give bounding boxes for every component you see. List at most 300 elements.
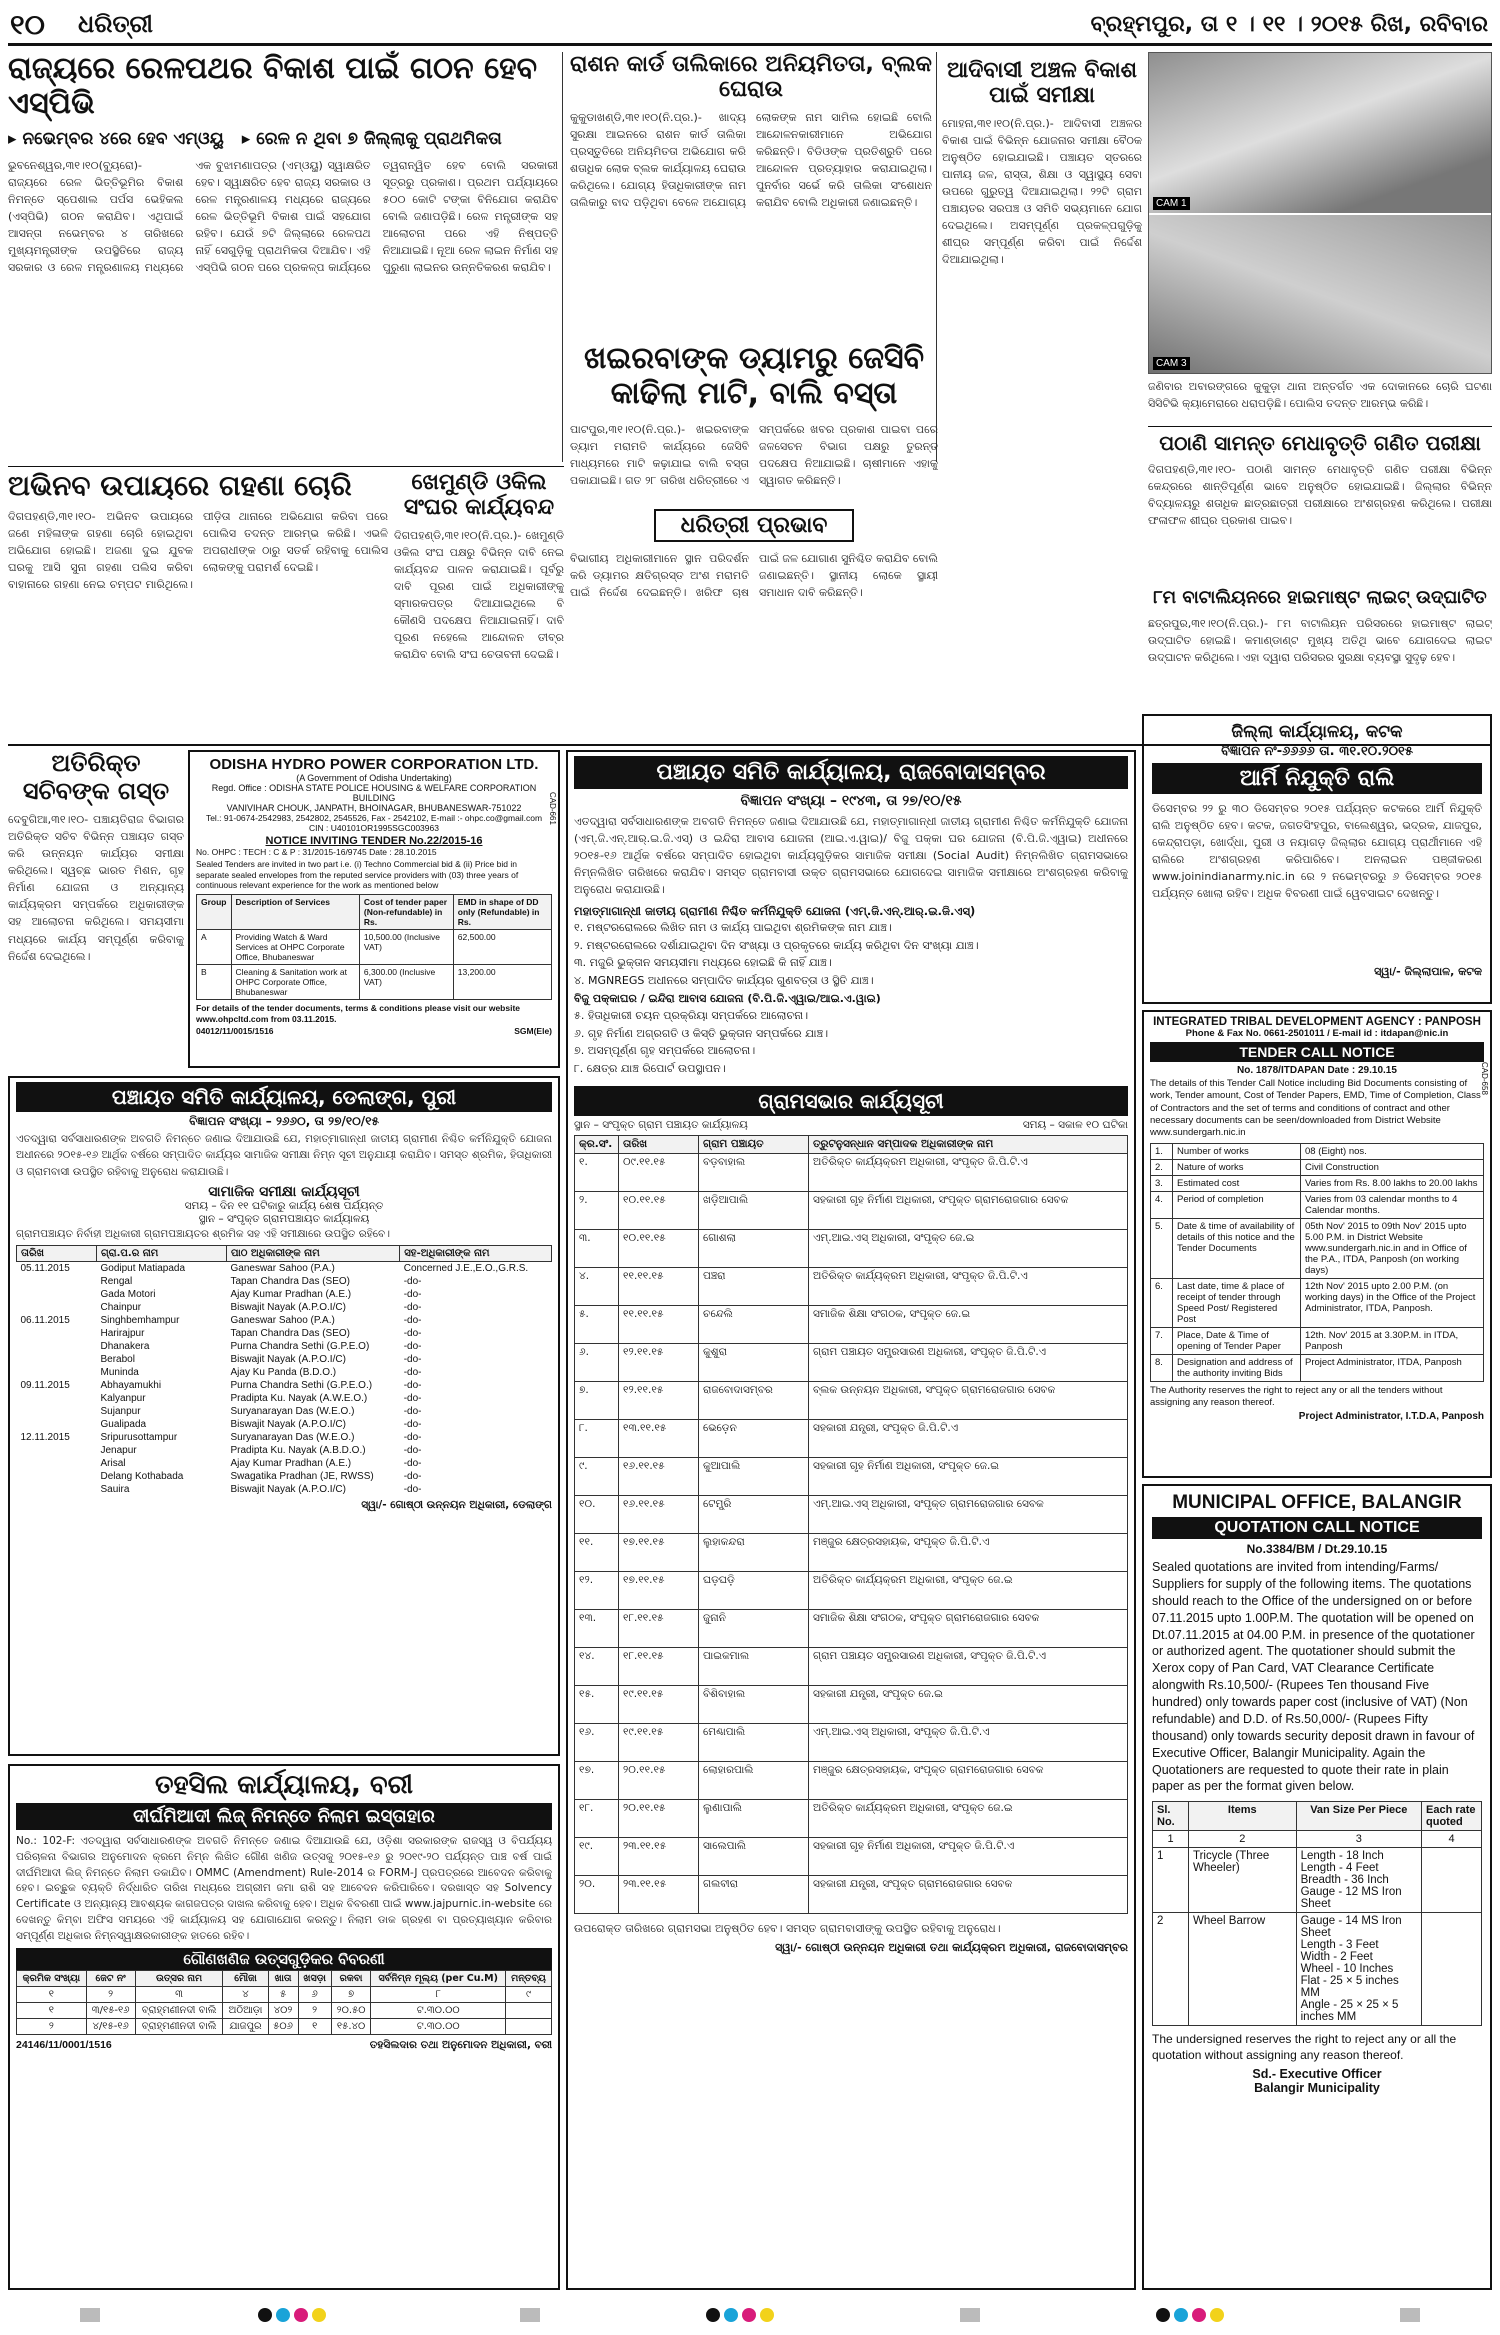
delang-cell: Tapan Chandra Das (SEO) [230,1328,351,1340]
itda-cell: Number of works [1173,1143,1301,1159]
table-row [575,1457,1128,1495]
schedule-cell: ଭେଡ଼େନ [699,1419,809,1457]
gold-body: ଦିଗପହଣ୍ଡି,୩୧।୧୦- ଅଭିନବ ଉପାୟରେ ଜଣେ ମହିଳାଙ୍କ ଗହଣା ଚୋରି ହୋଇଥିବା ଅଭିଯୋଗ ହୋଇଛି। ଅଜଣା ଦୁଇ ଯୁବକ ଘରକୁ ଆସି ସୁନା ଗହଣା ପଲିସ କରିବା ବାହାନାରେ ଗହଣା ନେଇ ଚମ୍ପଟ ମାରିଥିଲେ। ପୀଡ଼ିତା ଥାନାରେ ଅଭିଯୋଗ କରିବା ପରେ ପୋଲିସ ତଦନ୍ତ ଆରମ୍ଭ କରିଛି। ଏଭଳି ଅପରାଧୀଙ୍କ ଠାରୁ ସତର୍କ ରହିବାକୁ ପୋଲିସ ଲୋକଙ୍କୁ ପରାମର୍ଶ ଦେଇଛି। [8,510,388,592]
bari-table [16,1970,552,2035]
table-row [17,1444,552,1457]
table-row [575,1723,1128,1761]
dam-impact-badge: ଧରିତ୍ରୀ ପ୍ରଭାବ [654,509,854,542]
delang-cell [17,1405,97,1418]
schedule-cell: ଗ୍ରାମ ପଞ୍ଚାୟତ ସମ୍ପ୍ରସାରଣ ଅଧିକାରୀ, ସଂପୃକ୍ତ ଜି.ପି.ଟି.ଏ [809,1647,1128,1685]
cell: Providing Watch & Ward Services at OHPC Corporate Office, Bhubaneswar [231,929,359,964]
itda-cell: Project Administrator, ITDA, Panposh [1301,1354,1484,1381]
delang-cell: Purna Chandra Sethi (G.P.E.O) [230,1341,370,1353]
schedule-cell: ୧୫. [575,1685,619,1723]
bari-cell: ଅଠିଆଡ଼ା [223,2003,268,2019]
rajbodasambar-agenda-title: ମହାତ୍ମାଗାନ୍ଧୀ ଜାତୀୟ ଗ୍ରାମୀଣ ନିଶ୍ଚିତ କର୍ମନିଯୁକ୍ତି ଯୋଜନା (ଏମ୍‌.ଜି.ଏନ୍‌.ଆର୍‌.ଇ.ଜି.ଏସ୍‌) [574,904,976,919]
story-lawyers [394,470,564,740]
schedule-cell: ୧୯. [575,1837,619,1875]
schedule-cell: ବିଶିବାହାଲ [699,1685,809,1723]
schedule-cell: ଖଡ଼ିଆପାଲି [699,1191,809,1229]
schedule-cell: ବଡ଼ବାହାଲ [699,1153,809,1191]
table-row [1151,1327,1484,1354]
cuttack-army-ad [1142,714,1492,1004]
delang-cell: Sauira [100,1484,130,1496]
list-item: ୫. ହିତାଧିକାରୀ ଚୟନ ପ୍ରକ୍ରିୟା ସମ୍ପର୍କରେ ଆଲୋଚନା। [574,1009,809,1023]
rajbodasambar-ref: ବିଜ୍ଞାପନ ସଂଖ୍ୟା – ୧୯୪୩, ତା ୨୭/୧୦/୧୫ [740,793,962,809]
itda-footer: The Authority reserves the right to reject any or all the tenders without assigning any reason thereof. [1150,1384,1443,1409]
itda-cell: Civil Construction [1301,1159,1484,1175]
bari-cell: ୩ [135,1987,223,2003]
cuttack-sign: ସ୍ୱା/- ଜିଲ୍ଲାପାଳ, କଟକ [1374,965,1482,978]
cell [1422,1848,1482,1913]
delang-cell: Harirajpur [100,1328,145,1340]
rail-body: ଭୁବନେଶ୍ୱର,୩୧।୧୦(ବ୍ୟୁରୋ)- ରାଜ୍ୟରେ ରେଳ ଭିତ୍ତିଭୂମିର ବିକାଶ ନିମନ୍ତେ ସ୍ପେଶାଲ ପର୍ପସ ଭେହିକଲ (ଏସ୍‌ପିଭି) ଗଠନ କରାଯିବ। ଏଥିପାଇଁ ଆସନ୍ତା ନଭେମ୍ବର ୪ ତାରିଖରେ ମୁଖ୍ୟମନ୍ତ୍ରୀଙ୍କ ଉପସ୍ଥିତିରେ ରାଜ୍ୟ ସରକାର ଓ ରେଳ ମନ୍ତ୍ରଣାଳୟ ମଧ୍ୟରେ ଏକ ବୁଝାମଣାପତ୍ର (ଏମ୍‌ଓୟୁ) ସ୍ୱାକ୍ଷରିତ ହେବ। ସ୍ୱାକ୍ଷରିତ ହେବ ରାଜ୍ୟ ସରକାର ଓ ରେଳ ମନ୍ତ୍ରଣାଳୟ ମଧ୍ୟରେ ରାଜ୍ୟରେ ରେଳ ଭିତ୍ତିଭୂମି ବିକାଶ ପାଇଁ ସହଯୋଗ ରହିବ। ଯେଉଁ ୭ଟି ଜିଲ୍ଲାରେ ରେଳପଥ ନାହିଁ ସେଗୁଡ଼ିକୁ ପ୍ରାଥମିକତା ଦିଆଯିବ। ଏହି ଏସ୍‌ପିଭି ଗଠନ ପରେ ପ୍ରକଳ୍ପ କାର୍ଯ୍ୟରେ ତ୍ୱରାନ୍ୱିତ ହେବ ବୋଲି ସରକାରୀ ସୂତ୍ରରୁ ପ୍ରକାଶ। ପ୍ରଥମ ପର୍ଯ୍ୟାୟରେ ୫୦୦ କୋଟି ଟଙ୍କା ବିନିଯୋଗ କରାଯିବ ବୋଲି ଜଣାପଡ଼ିଛି। ରେଳ ମନ୍ତ୍ରୀଙ୍କ ସହ ଆଲୋଚନା ପରେ ଏହି ନିଷ୍ପତ୍ତି ନିଆଯାଇଛି। ନୂଆ ରେଳ ଲାଇନ ନିର୍ମାଣ ସହ ପୁରୁଣା ଲାଇନର ଉନ୍ନତିକରଣ କରାଯିବ। [8,159,558,275]
bari-cell: ୨ [298,2003,331,2019]
bari-title: ତହସିଲ କାର୍ଯ୍ୟାଳୟ, ବରୀ [154,1770,414,1800]
cell: Gauge - 14 MS Iron Sheet Length - 3 Feet Width - 2 Feet Wheel - 10 Inches Flat - 25 × 5 inches MM Angle - 25 × 25 × 5 inches MM [1296,1913,1421,2026]
schedule-cell: ମେଣ୍ଢାପାଲି [699,1723,809,1761]
schedule-cell: ସହକାରୀ ଯନ୍ତ୍ରୀ, ସଂପୃକ୍ତ ଗ୍ରାମରୋଜଗାର ସେବକ [809,1875,1128,1913]
cell: Wheel Barrow [1189,1913,1297,2026]
story-secretary [8,750,184,1070]
bari-cell: ୩/୧୫-୧୬ [86,2003,135,2019]
ohpc-contact: Tel.: 91-0674-2542983, 2542802, 2545526, Fax - 2542102, E-mail :- ohpc.co@gmail.com [205,813,543,823]
itda-cell: 3. [1151,1175,1173,1191]
table-row [197,929,552,964]
delang-cell: -do- [403,1341,422,1353]
delang-cell: -do- [403,1276,422,1288]
schedule-cell: ୧୮.୧୧.୧୫ [619,1609,699,1647]
cell: Tricycle (Three Wheeler) [1189,1848,1297,1913]
ration-headline: ରାଶନ କାର୍ଡ ତାଲିକାରେ ଅନିୟମିତତା, ବ୍ଲକ ଘେରାଉ [570,52,932,103]
schedule-cell: ୧୯.୧୧.୧୫ [619,1685,699,1723]
ohpc-col: Description of Services [231,894,359,929]
photo-caption: ଜଣିବାର ଅବାରଙ୍ଗରେ କୁକୁଡ଼ା ଥାନା ଅନ୍ତର୍ଗତ ଏକ ଦୋକାନରେ ଚୋରି ଘଟଣା ସିସିଟିଭି କ୍ୟାମେରାରେ ଧରାପଡ଼ିଛି। ପୋଲିସ ତଦନ୍ତ ଆରମ୍ଭ କରିଛି। [1148,380,1492,411]
schedule-cell: ସହକାରୀ ଯନ୍ତ୍ରୀ, ସଂପୃକ୍ତ ଜି.ପି.ଟି.ଏ [809,1419,1128,1457]
balangir-body: Sealed quotations are invited from intending/Farms/ Suppliers for supply of the following items. The quotations should reach to the Office of the undersigned on or before 07.11.2015 upto 1.00P.M. The quotation will be opened on Dt.07.11.2015 at 04.00 P.M. in presence of the quotationer or authorized agent. The quotationer should submit the Xerox copy of Pan Card, VAT Clearance Certificate alongwith Rs.10,500/- (Rupees Ten thousand Five hundred) only towards paper cost (inclusive of VAT) (Non refundable) and D.D. of Rs.50,000/- (Rupees Fifty thousand) only towards security deposit drawn in favour of Executive Officer, Balangir Municipality. Again the Quotationers are requested to quote their rate in plain paper as per the format given below. [1152,1560,1475,1794]
itda-intro: The details of this Tender Call Notice including Bid Documents consisting of work, Tender amount, Cost of Tender Papers, EMD, Time of Completion, Class of Contractors and the set of terms and conditions of contract and other necessary documents can be seen/downloaded from District Website www.sundergarh.nic.in [1150,1078,1481,1139]
schedule-cell: ଚନ୍ଦେଲି [699,1305,809,1343]
itda-table [1150,1143,1484,1382]
ohpc-notice-title: NOTICE INVITING TENDER No.22/2015-16 [265,835,483,847]
table-row [575,1419,1128,1457]
balangir-num: 3 [1296,1831,1421,1848]
delang-cell: Abhayamukhi [100,1380,162,1392]
delang-cell: Berabol [100,1354,135,1366]
delang-cell: Biswajit Nayak (A.P.O.I/C) [230,1419,346,1431]
itda-cell: 4. [1151,1191,1173,1218]
ohpc-table [196,894,552,1000]
balangir-col: Sl. No. [1153,1802,1189,1831]
cell: Length - 18 Inch Length - 4 Feet Breadth - 36 Inch Gauge - 12 MS Iron Sheet [1296,1848,1421,1913]
delang-cell: Gualipada [100,1419,147,1431]
story-ration [570,52,932,342]
table-row [17,1392,552,1405]
table-row [575,1609,1128,1647]
balangir-col: Items [1189,1802,1297,1831]
schedule-cell: ୦୯.୧୧.୧୫ [619,1153,699,1191]
ohpc-sign: SGM(Ele) [514,1026,552,1037]
dam-headline: ଖଇରବାଙ୍କ ଡ୍ୟାମରୁ ଜେସିବି କାଢିଲା ମାଟି, ବାଲି ବସ୍ତା [583,341,925,411]
bari-cell: ୧ [298,2019,331,2035]
table-row [575,1647,1128,1685]
delang-cell: -do- [403,1315,422,1327]
bari-footer-line [16,2039,552,2052]
cctv-frame-1 [1149,53,1492,213]
schedule-cell: ୨୩.୧୧.୧୫ [619,1875,699,1913]
itda-cell: 7. [1151,1327,1173,1354]
cuttack-ref: ବିଜ୍ଞାପନ ନଂ-୬୬୬୬ ତା. ୩୧.୧୦.୨୦୧୫ [1221,744,1413,759]
delang-cell: Biswajit Nayak (A.P.O.I/C) [230,1484,346,1496]
rail-subheads [8,129,558,149]
lawyers-headline: ଖେମୁଣ୍ଡି ଓକିଲ ସଂଘର କାର୍ଯ୍ୟବନ୍ଦ [403,470,555,521]
bari-cell: ୪/୧୫-୧୬ [86,2019,135,2035]
bari-col: କ୍ରମିକ ସଂଖ୍ୟା [17,1971,87,1987]
rail-sub-2: ▸ ରେଳ ନ ଥିବା ୭ ଜିଲ୍ଲାକୁ ପ୍ରାଥମିକତା [241,129,502,149]
rajbodasambar-schedule-title: ଗ୍ରାମସଭାର କାର୍ଯ୍ୟସୂଚୀ [574,1086,1128,1116]
schedule-cell: ସାଲେପାଲି [699,1837,809,1875]
reg-dot-magenta [742,2308,756,2322]
schedule-col: କ୍ର.ସଂ. [575,1135,619,1153]
delang-time: ସମୟ – ଦିନ ୧୧ ଘଟିକାରୁ କାର୍ଯ୍ୟ ଶେଷ ପର୍ଯ୍ୟନ୍ତ [184,1199,384,1212]
delang-cell: Ajay Ku Panda (B.D.O.) [230,1367,337,1379]
bari-col: ମୌଜା [223,1971,268,1987]
bari-col: ଖସଡ଼ା [298,1971,331,1987]
delang-cell: Godiput Matiapada [100,1263,186,1275]
delang-cell [17,1392,97,1405]
rajbodasambar-sign: ସ୍ୱା/- ଗୋଷ୍ଠୀ ଉନ୍ନୟନ ଅଧିକାରୀ ତଥା କାର୍ଯ୍ୟକ୍ରମ ଅଧିକାରୀ, ରାଜବୋଦାସମ୍ବର [775,1940,1128,1954]
schedule-cell: ଅତିରିକ୍ତ କାର୍ଯ୍ୟକ୍ରମ ଅଧିକାରୀ, ସଂପୃକ୍ତ ଜେ.ଇ [809,1799,1128,1837]
bari-cell: ବ୍ରାହ୍ମଣୀନଦୀ ବାଲି [135,2003,223,2019]
story-math [1148,432,1492,582]
schedule-cell: ଏମ୍‌.ଆଇ.ଏସ୍‌ ଅଧିକାରୀ, ସଂପୃକ୍ତ ଜେ.ଇ [809,1229,1128,1267]
delang-ad [8,1076,560,1756]
delang-cell: Rengal [100,1276,133,1288]
reg-dot-black [1156,2308,1170,2322]
story-tribal [942,58,1142,458]
secretary-body: ଦେବୁଗିଆ,୩୧।୧୦- ପଞ୍ଚାୟତିରାଜ ବିଭାଗର ଅତିରିକ୍ତ ସଚିବ ବିଭିନ୍ନ ପଞ୍ଚାୟତ ଗସ୍ତ କରି ଉନ୍ନୟନ କାର୍ଯ୍ୟର ସମୀକ୍ଷା କରିଥିଲେ। ସ୍ୱଚ୍ଛ ଭାରତ ମିଶନ, ଗୃହ ନିର୍ମାଣ ଯୋଜନା ଓ ଅନ୍ୟାନ୍ୟ କାର୍ଯ୍ୟକ୍ରମ ସମ୍ପର୍କରେ ଅଧିକାରୀଙ୍କ ସହ ଆଲୋଚନା କରିଥିଲେ। ସମୟସୀମା ମଧ୍ୟରେ କାର୍ଯ୍ୟ ସମ୍ପୂର୍ଣ୍ଣ କରିବାକୁ ନିର୍ଦ୍ଦେଶ ଦେଇଥିଲେ। [8,813,184,963]
delang-place: ସ୍ଥାନ – ସଂପୃକ୍ତ ଗ୍ରାମପଞ୍ଚାୟତ କାର୍ଯ୍ୟାଳୟ [198,1212,370,1225]
list-item: ବିଜୁ ପକ୍କାଘର / ଇନ୍ଦିରା ଆବାସ ଯୋଜନା (ବି.ପି.ଜି.ଏ୍ୱାଇ/ଆଇ.ଏ.ୱାଇ) [574,991,881,1005]
cell: 2 [1153,1913,1189,2026]
table-row [575,1153,1128,1191]
schedule-cell: ୧. [575,1153,619,1191]
table-row [575,1381,1128,1419]
rajbodasambar-ad [566,750,1136,2290]
table-row [1151,1159,1484,1175]
bari-sub: ଦୀର୍ଘମିଆଦୀ ଲିଜ୍ ନିମନ୍ତେ ନିଲାମ ଇସ୍ତାହାର [16,1803,552,1830]
delang-cell: Muninda [100,1367,139,1379]
delang-cell [17,1275,97,1288]
delang-cell [17,1288,97,1301]
schedule-cell: ୧୧. [575,1533,619,1571]
schedule-cell: ୧୬. [575,1723,619,1761]
balangir-col: Van Size Per Piece [1296,1802,1421,1831]
bari-cell: ୬ [298,1987,331,2003]
bari-cell: ୭ [331,1987,371,2003]
itda-sign: Project Administrator, I.T.D.A, Panposh [1298,1411,1484,1423]
schedule-cell: ୧୭.୧୧.୧୫ [619,1533,699,1571]
table-row [575,1875,1128,1913]
schedule-cell: ୮. [575,1419,619,1457]
reg-dot-cyan [724,2308,738,2322]
table-row [17,1275,552,1288]
delang-cell: Dhanakera [100,1341,150,1353]
ohpc-ref: No. OHPC : TECH : C & P : 31/2015-16/9745 Date : 28.10.2015 [196,847,437,857]
math-body: ଦିଗପହଣ୍ଡି,୩୧।୧୦- ପଠାଣି ସାମନ୍ତ ମେଧାବୃତ୍ତି ଗଣିତ ପରୀକ୍ଷା ବିଭିନ୍ନ କେନ୍ଦ୍ରରେ ଶାନ୍ତିପୂର୍ଣ୍ଣ ଭାବେ ଅନୁଷ୍ଠିତ ହୋଇଯାଇଛି। ଜିଲ୍ଲାର ବିଭିନ୍ନ ବିଦ୍ୟାଳୟରୁ ଶତାଧିକ ଛାତ୍ରଛାତ୍ରୀ ପରୀକ୍ଷାରେ ଅଂଶଗ୍ରହଣ କରିଥିଲେ। ପରୀକ୍ଷା ଫଳାଫଳ ଶୀଘ୍ର ପ୍ରକାଶ ପାଇବ। [1148,463,1492,528]
schedule-cell: ଲୋହାରପାଲି [699,1761,809,1799]
ohpc-footer: For details of the tender documents, terms & conditions please visit our website www.ohpcltd.com from 03.11.2015. [196,1002,521,1024]
page-number: ୧୦ [10,8,45,41]
rajbodasambar-title: ପଞ୍ଚାୟତ ସମିତି କାର୍ଯ୍ୟାଳୟ, ରାଜବୋଦାସମ୍ବର [574,756,1128,789]
balangir-ref: No.3384/BM / Dt.29.10.15 [1246,1542,1388,1556]
delang-cell: Kalyanpur [100,1393,146,1405]
delang-cell: 12.11.2015 [20,1432,70,1444]
table-row [17,1301,552,1314]
table-row [17,1483,552,1496]
story-battalion [1148,588,1492,708]
newspaper-logo: ଧରିତ୍ରୀ [78,10,153,38]
table-row [575,1267,1128,1305]
bari-col: ଉତ୍ସର ନାମ [135,1971,223,1987]
schedule-cell: ୬. [575,1343,619,1381]
reg-block [1400,2308,1420,2322]
bari-cell [506,2003,552,2019]
table-row [17,1288,552,1301]
schedule-cell: ପାଇକମାଲ [699,1647,809,1685]
story-dam [570,342,938,742]
cell: B [197,964,232,999]
bari-cell: ୮ [371,1987,506,2003]
schedule-cell: ଏମ୍‌.ଆଇ.ଏସ୍‌ ଅଧିକାରୀ, ସଂପୃକ୍ତ ଗ୍ରାମରୋଜଗାର ସେବକ [809,1495,1128,1533]
balangir-footer: The undersigned reserves the right to reject any or all the quotation without assigning any reason thereof. [1152,2032,1457,2062]
delang-cell: Pradipta Ku. Nayak (A.B.D.O.) [230,1445,366,1457]
table-row [1151,1354,1484,1381]
schedule-cell: ଗଲବୀରା [699,1875,809,1913]
bari-cell: ୪ [223,1987,268,2003]
schedule-cell: ୧୬.୧୧.୧୫ [619,1495,699,1533]
schedule-cell: ୧୭.୧୧.୧୫ [619,1571,699,1609]
table-row [17,1314,552,1327]
delang-cell: -do- [403,1458,422,1470]
delang-table [16,1245,552,1496]
delang-cell: -do- [403,1367,422,1379]
delang-cell: -do- [403,1419,422,1431]
lawyers-body: ଦିଗପହଣ୍ଡି,୩୧।୧୦(ନି.ପ୍ର.)- ଖେମୁଣ୍ଡି ଓକିଲ ସଂଘ ପକ୍ଷରୁ ବିଭିନ୍ନ ଦାବି ନେଇ କାର୍ଯ୍ୟବନ୍ଦ ପାଳନ କରାଯାଇଛି। ପୂର୍ବରୁ ଦାବି ପୂରଣ ପାଇଁ ଅଧିକାରୀଙ୍କୁ ସ୍ମାରକପତ୍ର ଦିଆଯାଇଥିଲେ ବି କୌଣସି ପଦକ୍ଷେପ ନିଆଯାଇନାହିଁ। ଦାବି ପୂରଣ ନହେଲେ ଆନ୍ଦୋଳନ ତୀବ୍ର କରାଯିବ ବୋଲି ସଂଘ ଚେତାବନୀ ଦେଇଛି। [394,528,564,661]
delang-cell: -do- [403,1380,422,1392]
ohpc-col: Group [197,894,232,929]
tribal-headline: ଆଦିବାସୀ ଅଞ୍ଚଳ ବିକାଶ ପାଇଁ ସମୀକ୍ଷା [946,58,1138,109]
schedule-cell: ୧୬.୧୧.୧୫ [619,1457,699,1495]
delang-cell: Sujanpur [100,1406,141,1418]
schedule-cell: ଅତିରିକ୍ତ କାର୍ଯ୍ୟକ୍ରମ ଅଧିକାରୀ, ସଂପୃକ୍ତ ଜି.ପି.ଟି.ଏ [809,1153,1128,1191]
cell: 13,200.00 [453,964,551,999]
rajbodasambar-footer: ଉପରୋକ୍ତ ତାରିଖରେ ଗ୍ରାମସଭା ଅନୁଷ୍ଠିତ ହେବ। ସମସ୍ତ ଗ୍ରାମବାସୀଙ୍କୁ ଉପସ୍ଥିତ ରହିବାକୁ ଅନୁରୋଧ। [574,1921,1001,1935]
balangir-sign-2: Balangir Municipality [1254,2081,1380,2096]
schedule-cell: ୧୯.୧୧.୧୫ [619,1723,699,1761]
bari-cell: ୯ [506,1987,552,2003]
itda-cell: 12th. Nov' 2015 at 3.30P.M. in ITDA, Panposh [1301,1327,1484,1354]
reg-dot-yellow [760,2308,774,2322]
bari-cell: ୫୦୬ [268,2019,298,2035]
table-row [575,1305,1128,1343]
table-row [17,1987,552,2003]
balangir-quotation-ad [1142,1484,1492,2290]
itda-cell: 12th Nov' 2015 upto 2.00 P.M. (on working days) in the Office of the Project Administrator, ITDA, Panposh. [1301,1278,1484,1327]
balangir-band: QUOTATION CALL NOTICE [1152,1517,1482,1539]
table-row [17,1431,552,1444]
balangir-sign-1: Sd.- Executive Officer [1252,2067,1382,2082]
rail-sub-1: ▸ ନଭେମ୍ବର ୪ରେ ହେବ ଏମ୍‌ଓୟୁ [8,129,224,149]
delang-cell: Pradipta Ku. Nayak (A.W.E.O.) [230,1393,368,1405]
schedule-cell: ୨୦. [575,1875,619,1913]
itda-contact: Phone & Fax No. 0661-2501011 / E-mail id : itdapan@nic.in [1185,1028,1449,1039]
schedule-cell: ଲୁହାକନ୍ଦରା [699,1533,809,1571]
story-rail [8,52,558,464]
table-row [17,1405,552,1418]
bari-table-title: ଗୌଣଖଣିଜ ଉତ୍ସଗୁଡ଼ିକର ବିବରଣୀ [16,1948,552,1970]
cctv-frame-2 [1149,215,1492,374]
ohpc-address: VANIVIHAR CHOUK, JANPATH, BHOINAGAR, BHUBANESWAR-751022 [226,803,522,813]
table-row [1151,1218,1484,1278]
math-headline: ପଠାଣି ସାମନ୍ତ ମେଧାବୃତ୍ତି ଗଣିତ ପରୀକ୍ଷା [1159,431,1481,455]
list-item: ୮. କ୍ଷେତ୍ର ଯାଞ୍ଚ ରିପୋର୍ଟ ଉପସ୍ଥାପନ। [574,1061,726,1075]
delang-col: ଗ୍ରା.ପ.ର ନାମ [97,1246,227,1262]
bari-cell [506,2019,552,2035]
schedule-col: ତ୍ରୁଟନୁସନ୍ଧାନ ସମ୍ପାଦକ ଅଧିକାରୀଙ୍କ ନାମ [809,1135,1128,1153]
balangir-table [1152,1801,1482,2026]
rajbodasambar-agenda [574,919,1128,1077]
cell: A [197,929,232,964]
delang-note: ଗ୍ରାମପଞ୍ଚାୟତ ନିର୍ବାହୀ ଅଧିକାରୀ ଗ୍ରାମପଞ୍ଚାୟତର ଶ୍ରମିକ ସହ ଏହି ସମୀକ୍ଷାରେ ଉପସ୍ଥିତ ରହିବେ। [16,1227,390,1240]
bari-cell: ୫ [268,1987,298,2003]
delang-cell: -do- [403,1328,422,1340]
schedule-cell: ୧୨.୧୧.୧୫ [619,1343,699,1381]
table-row [17,1327,552,1340]
schedule-cell: ୨୦.୧୧.୧୫ [619,1799,699,1837]
itda-cell: 2. [1151,1159,1173,1175]
schedule-cell: ୧୩.୧୧.୧୫ [619,1419,699,1457]
table-row [575,1685,1128,1723]
delang-cell: Suryanarayan Das (W.E.O.) [230,1406,355,1418]
schedule-cell: ମଞ୍ଜୁର କ୍ଷେତ୍ରସହାୟକ, ସଂପୃକ୍ତ ଗ୍ରାମରୋଜଗାର ସେବକ [809,1761,1128,1799]
itda-ref: No. 1878/ITDAPAN Date : 29.10.15 [1237,1065,1397,1076]
delang-cell: 06.11.2015 [20,1315,70,1327]
table-row [17,1366,552,1379]
dateline: ବ୍ରହ୍ମପୁର, ତା ୧ । ୧୧ । ୨୦୧୫ ରିଖ, ରବିବାର [1090,12,1488,37]
table-row [1151,1278,1484,1327]
table-row [17,1418,552,1431]
delang-cell: -do- [403,1354,422,1366]
itda-tender-ad [1142,1010,1492,1478]
schedule-cell: ୧୩. [575,1609,619,1647]
delang-cell [17,1444,97,1457]
reg-dot-cyan [276,2308,290,2322]
schedule-col: ତାରିଖ [619,1135,699,1153]
ohpc-sub: (A Government of Odisha Undertaking) [296,773,452,783]
reg-dot-black [258,2308,272,2322]
cam-label-1: CAM 1 [1153,197,1190,210]
reg-dot-cyan [1174,2308,1188,2322]
schedule-cell: ୧୧.୧୧.୧୫ [619,1305,699,1343]
schedule-cell: ୭. [575,1381,619,1419]
schedule-cell: ଘଡ଼ଘଡ଼ି [699,1571,809,1609]
schedule-cell: ବ୍ଲକ ଉନ୍ନୟନ ଅଧିକାରୀ, ସଂପୃକ୍ତ ଗ୍ରାମରୋଜଗାର ସେବକ [809,1381,1128,1419]
delang-cell [17,1366,97,1379]
bari-cell: ଟ.୩୦.୦୦ [371,2019,506,2035]
delang-cell: Sripurusottampur [100,1432,178,1444]
bari-code: 24146/11/0001/1516 [16,2039,112,2052]
schedule-cell: ୧୪. [575,1647,619,1685]
delang-cell: -do- [403,1289,422,1301]
list-item: ୭. ଅସମ୍ପୂର୍ଣ୍ଣ ଗୃହ ସମ୍ପର୍କରେ ଆଲୋଚନା। [574,1044,756,1058]
cell: Cleaning & Sanitation work at OHPC Corporate Office, Bhubaneswar [231,964,359,999]
schedule-cell: ଅତିରିକ୍ତ କାର୍ଯ୍ୟକ୍ରମ ଅଧିକାରୀ, ସଂପୃକ୍ତ ଜେ.ଇ [809,1571,1128,1609]
delang-cell: Ganeswar Sahoo (P.A.) [230,1315,335,1327]
bari-cell: ୨ [86,1987,135,2003]
delang-cell: Chainpur [100,1302,142,1314]
delang-cell: -do- [403,1393,422,1405]
schedule-cell: ଏମ୍‌.ଆଇ.ଏସ୍‌ ଅଧିକାରୀ, ସଂପୃକ୍ତ ଜି.ପି.ଟି.ଏ [809,1723,1128,1761]
delang-cell: Tapan Chandra Das (SEO) [230,1276,351,1288]
table-row [17,1340,552,1353]
schedule-cell: ୧୦.୧୧.୧୫ [619,1191,699,1229]
list-item: ୩. ମଜୁରି ଭୁକ୍ତାନ ସମୟସୀମା ମଧ୍ୟରେ ହୋଇଛି କି ନାହିଁ ଯାଞ୍ଚ। [574,956,832,970]
schedule-cell: ୧୮.୧୧.୧୫ [619,1647,699,1685]
schedule-cell: ୪. [575,1267,619,1305]
bari-col: ଖାତା [268,1971,298,1987]
delang-cell: -do- [403,1484,422,1496]
itda-cell: Varies from 03 calendar months to 4 Calendar months. [1301,1191,1484,1218]
cell: 6,300.00 (Inclusive VAT) [359,964,453,999]
delang-sign: ସ୍ୱା/- ଗୋଷ୍ଠୀ ଉନ୍ନୟନ ଅଧିକାରୀ, ଡେଲାଙ୍ଗ [361,1499,552,1512]
schedule-cell: ସହକାରୀ ଗୃହ ନିର୍ମାଣ ଅଧିକାରୀ, ସଂପୃକ୍ତ ଜେ.ଇ [809,1457,1128,1495]
reg-dot-yellow [1210,2308,1224,2322]
itda-cell: 08 (Eight) nos. [1301,1143,1484,1159]
table-row [575,1571,1128,1609]
cuttack-band: ଆର୍ମି ନିଯୁକ୍ତି ରାଲି [1152,763,1482,794]
itda-band: TENDER CALL NOTICE [1150,1042,1484,1062]
cell: 1 [1153,1848,1189,1913]
reg-block [520,2308,540,2322]
rajbodasambar-schedule-notes [574,1119,1128,1132]
schedule-cell: ୨. [575,1191,619,1229]
bari-cell: ୨୦.୫୦ [331,2003,371,2019]
delang-ref: ବିଜ୍ଞାପନ ସଂଖ୍ୟା – ୨୬୬୦, ତା ୨୭/୧୦/୧୫ [189,1114,379,1128]
reg-dot-yellow [312,2308,326,2322]
secretary-headline: ଅତିରିକ୍ତ ସଚିବଙ୍କ ଗସ୍ତ [22,749,170,805]
itda-cell: 1. [1151,1143,1173,1159]
cell [1422,1913,1482,2026]
delang-cell: Biswajit Nayak (A.P.O.I/C) [230,1302,346,1314]
delang-cell: Jenapur [100,1445,137,1457]
list-item: ୨. ମଷ୍ଟରରୋଲରେ ଦର୍ଶାଯାଇଥିବା ଦିନ ସଂଖ୍ୟା ଓ ପ୍ରକୃତରେ କାର୍ଯ୍ୟ କରିଥିବା ଦିନ ସଂଖ୍ୟା ଯାଞ୍ଚ। [574,938,979,952]
itda-cell: Period of completion [1173,1191,1301,1218]
schedule-cell: ଗୋଶଲା [699,1229,809,1267]
bari-cell: ୧ [17,1987,87,2003]
delang-cell [17,1483,97,1496]
rajbodasambar-body: ଏତଦ୍ୱାରା ସର୍ବସାଧାରଣଙ୍କ ଅବଗତି ନିମନ୍ତେ ଜଣାଇ ଦିଆଯାଉଛି ଯେ, ମହାତ୍ମାଗାନ୍ଧୀ ଜାତୀୟ ଗ୍ରାମୀଣ ନିଶ୍ଚିତ କର୍ମନିଯୁକ୍ତି ଯୋଜନା (ଏମ୍‌.ଜି.ଏନ୍‌.ଆର୍‌.ଇ.ଜି.ଏସ୍‌) ଓ ଇନ୍ଦିରା ଆବାସ ଯୋଜନା (ଆଇ.ଏ.ୱାଇ)/ ବିଜୁ ପକ୍କା ଘର ଯୋଜନା (ବି.ପି.ଜି.ଏ୍ୱାଇ) ଅଧୀନରେ ୨୦୧୫-୧୬ ଆର୍ଥିକ ବର୍ଷରେ ସମ୍ପାଦିତ ହୋଇଥିବା କାର୍ଯ୍ୟଗୁଡ଼ିକର ସାମାଜିକ ସମୀକ୍ଷା (Social Audit) ନିମ୍ନଲିଖିତ ଗ୍ରାମସଭାରେ ନିମ୍ନଲିଖିତ ତାରିଖରେ କରାଯିବ। ସମସ୍ତ ଗ୍ରାମବାସୀ ଉକ୍ତ ଗ୍ରାମସଭାରେ ଯୋଗଦେଇ ସାମାଜିକ ସମୀକ୍ଷାରେ ଅଂଶଗ୍ରହଣ କରିବାକୁ ଅନୁରୋଧ କରାଯାଉଛି। [574,815,1128,897]
table-row [575,1191,1128,1229]
schedule-cell: ୧୦.୧୧.୧୫ [619,1229,699,1267]
bari-sign: ତହସିଲଦାର ତଥା ଅନୁମୋଦନ ଅଧିକାରୀ, ବରୀ [369,2039,552,2052]
table-row [17,1470,552,1483]
itda-cell: Place, Date & Time of opening of Tender Paper [1173,1327,1301,1354]
delang-cell [17,1418,97,1431]
table-row [17,1457,552,1470]
rajbodasambar-schedule-table [574,1135,1128,1914]
delang-cell [17,1301,97,1314]
